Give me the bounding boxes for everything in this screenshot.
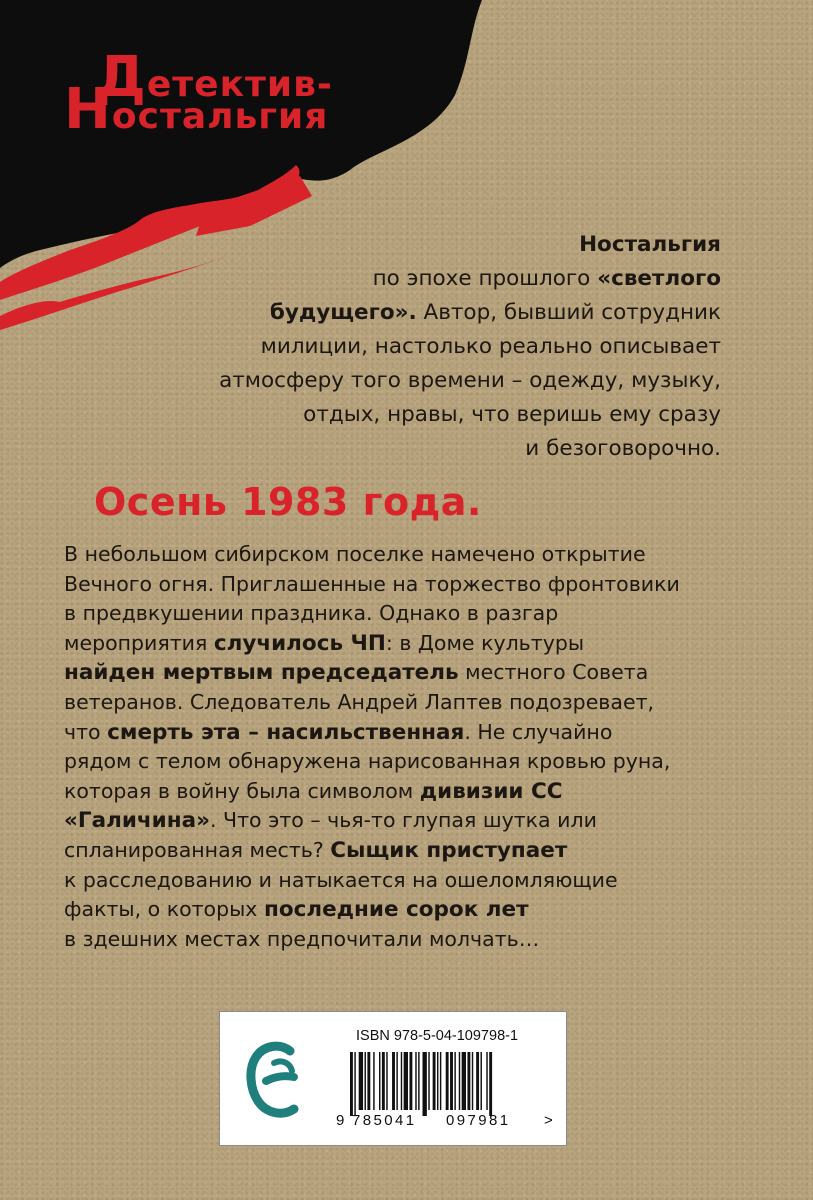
barcode-digit-lead: 9	[336, 1112, 347, 1129]
barcode-bar	[472, 1052, 473, 1110]
blurb-bold-nostalgia: Ностальгия	[579, 232, 721, 257]
barcode-bar	[382, 1052, 385, 1110]
annotation-line-10	[64, 806, 764, 836]
barcode-bar	[359, 1052, 363, 1110]
annotation-line-14: в здешних местах предпочитали молчать…	[64, 926, 540, 951]
blurb-bold-future: будущего».	[269, 300, 417, 325]
blurb-line-1	[121, 228, 721, 262]
blurb-line-2	[121, 262, 721, 296]
barcode-bar	[428, 1052, 429, 1110]
eksmo-logo-inner-bar	[266, 1076, 294, 1081]
barcode-graphic	[350, 1052, 542, 1116]
annotation-paragraph	[64, 540, 764, 954]
barcode-bar	[367, 1052, 370, 1110]
annotation-line-13	[64, 895, 764, 925]
barcode-bar	[415, 1052, 416, 1110]
barcode-bar	[486, 1052, 487, 1110]
annotation-line-12: к расследованию и натыкается на ошеломляющие	[64, 867, 618, 892]
annotation-line-2: Вечного огня. Приглашенные на торжество фронтовики	[64, 571, 680, 596]
barcode-digits-right: 097981	[446, 1112, 511, 1129]
annotation-text-4a: мероприятия	[64, 630, 208, 655]
blurb-line-6: отдых, нравы, что веришь ему сразу	[303, 402, 721, 427]
barcode-bar	[392, 1052, 395, 1110]
barcode-bar	[373, 1052, 374, 1110]
barcode-bar	[379, 1052, 380, 1110]
annotation-line-3: в предвкушении праздника. Однако в разгар	[64, 601, 559, 626]
eksmo-logo-icon	[244, 1037, 304, 1127]
blurb-line-4: милиции, настолько реально описывает	[260, 334, 721, 359]
blurb-line-7: и безоговорочно.	[525, 436, 721, 461]
blurb-text-1: по эпохе прошлого	[372, 266, 591, 291]
barcode-bar	[350, 1052, 353, 1116]
annotation-line-9	[64, 777, 764, 807]
barcode-bar	[433, 1052, 436, 1110]
annotation-line-4	[64, 629, 764, 659]
annotation-bold-10a: «Галичина»	[64, 808, 210, 834]
series-title-cap-2: Н	[64, 77, 112, 142]
barcode-bar	[396, 1052, 397, 1110]
barcode-bar	[423, 1052, 427, 1116]
barcode-bar	[489, 1052, 492, 1116]
barcode-bar	[440, 1052, 441, 1110]
annotation-text-7a: что	[64, 719, 101, 744]
annotation-line-5	[64, 658, 764, 688]
annotation-line-7	[64, 718, 764, 748]
annotation-text-10b: . Что это – чья-то глупая шутка или	[210, 808, 597, 833]
series-title-cap-1: Д	[96, 45, 147, 110]
annotation-text-11a: спланированная месть?	[64, 837, 324, 862]
annotation-bold-7b: смерть эта – насильственная	[107, 719, 465, 745]
eksmo-logo-inner-arc	[274, 1061, 292, 1071]
headline-autumn-1983: Осень 1983 года.	[94, 480, 482, 524]
annotation-bold-4b: случилось ЧП	[213, 630, 386, 656]
blurb-paragraph	[121, 228, 721, 466]
annotation-bold-5a: найден мертвым председатель	[64, 660, 459, 686]
barcode-bar	[354, 1052, 355, 1116]
annotation-text-4c: : в Доме культуры	[385, 630, 585, 655]
barcode-bar	[454, 1052, 455, 1110]
barcode-bar	[446, 1052, 449, 1110]
barcode-bar	[462, 1052, 466, 1110]
barcode-bar	[404, 1052, 408, 1110]
barcode-bar	[409, 1052, 412, 1110]
annotation-text-5b: местного Совета	[465, 660, 649, 685]
blurb-bold-bright: «светлого	[597, 266, 721, 291]
barcode-bar	[401, 1052, 402, 1110]
barcode-bar	[476, 1052, 479, 1110]
blurb-text-2: Автор, бывший сотрудник	[423, 300, 721, 325]
isbn-barcode-box	[219, 1011, 567, 1146]
series-title-rest-2: остальгия	[111, 96, 329, 137]
annotation-bold-13b: последние сорок лет	[263, 897, 529, 923]
annotation-text-7c: . Не случайно	[464, 719, 613, 744]
annotation-line-6: ветеранов. Следователь Андрей Лаптев подозревает,	[64, 689, 655, 714]
barcode-bar	[450, 1052, 453, 1110]
series-title-line2	[64, 77, 329, 142]
barcode-bar	[437, 1052, 438, 1110]
barcode-bar	[386, 1052, 387, 1110]
barcode-bar	[467, 1052, 470, 1110]
annotation-line-1: В небольшом сибирском поселке намечено открытие	[64, 542, 646, 566]
annotation-line-11	[64, 836, 764, 866]
barcode-bar	[481, 1052, 482, 1110]
annotation-text-9a: которая в войну была символом	[64, 778, 414, 803]
red-brush-tail	[0, 301, 60, 330]
annotation-bold-11b: Сыщик приступает	[330, 837, 568, 863]
blurb-line-3	[121, 296, 721, 330]
isbn-number: ISBN 978-5-04-109798-1	[356, 1028, 519, 1044]
barcode-digit-end: >	[544, 1112, 556, 1129]
annotation-bold-9b: дивизии СС	[419, 778, 563, 804]
barcode-digits-left: 785041	[352, 1112, 417, 1129]
series-title-rest-1: етектив-	[146, 64, 333, 105]
blurb-line-5: атмосферу того времени – одежду, музыку,	[219, 368, 721, 393]
annotation-text-13a: факты, о которых	[64, 897, 258, 922]
barcode-bar	[418, 1052, 419, 1110]
annotation-line-8: рядом с телом обнаружена нарисованная кровью руна,	[64, 749, 671, 774]
barcode-bar	[365, 1052, 366, 1110]
barcode-bar	[459, 1052, 460, 1110]
